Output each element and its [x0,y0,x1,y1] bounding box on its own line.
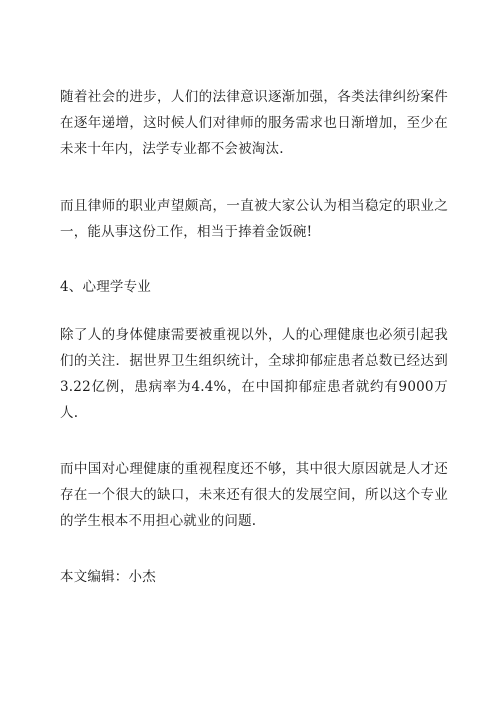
paragraph-lawyer-prestige: 而且律师的职业声望颇高，一直被大家公认为相当稳定的职业之一，能从事这份工作，相当于捧着金饭碗! [60,198,448,240]
section-heading-psychology: 4、心理学专业 [60,279,151,295]
paragraph-talent-gap: 而中国对心理健康的重视程度还不够，其中很大原因就是人才还存在一个很大的缺口，未来还有很大的发展空间，所以这个专业的学生根本不用担心就业的问题. [60,461,448,529]
paragraph-law-demand: 随着社会的进步，人们的法律意识逐渐加强，各类法律纠纷案件在逐年递增，这时候人们对律师的服务需求也日渐增加，至少在未来十年内，法学专业都不会被淘汰. [60,89,448,157]
paragraph-mental-health: 除了人的身体健康需要被重视以外，人的心理健康也必须引起我们的关注．据世界卫生组织统计，全球抑郁症患者总数已经达到3.22亿例，患病率为4.4%，在中国抑郁症患者就约有9000万人. [60,327,448,421]
editor-credit: 本文编辑：小杰 [60,569,156,585]
